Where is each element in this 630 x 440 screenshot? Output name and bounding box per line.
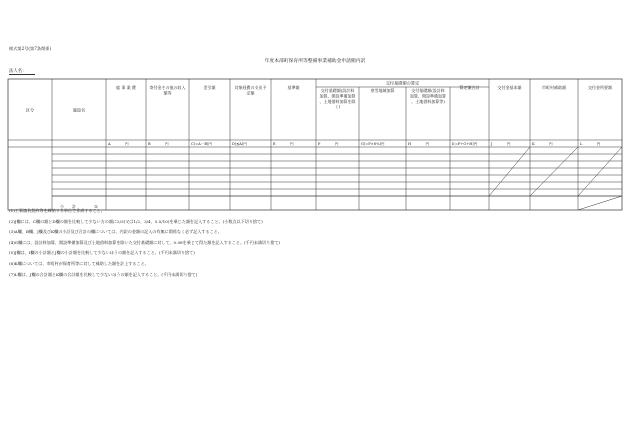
col-unit-E: E 円	[273, 141, 294, 146]
col-header-B: 寄付金その他の収入	[149, 85, 186, 90]
document-title: 年度本部町保育所等整備事業補助金申請額内訳	[264, 59, 366, 64]
col-header-F: 加算、開設準備加算	[319, 93, 356, 99]
col-header-H: 交付基礎額(設計料	[411, 88, 445, 93]
notes-list	[9, 208, 280, 282]
col-unit-B: B 円	[148, 141, 169, 146]
col-unit-I: I(=F+G+H)円	[452, 141, 478, 146]
note-item: (3)A欄、B欄、J欄及びK欄の小計及び合計の欄については、内訳の金額の記入の有無に関係なく必ず記入すること。	[9, 229, 222, 235]
applicant-name-label: 法人名：	[9, 68, 35, 75]
col-header-H: 加算、開設準備加算	[410, 93, 446, 99]
col-unit-A: A 円	[108, 141, 129, 146]
note-item: (4)G欄には、設計料加算、開設準備加算及び土地借料加算を除いた交付基礎額に対して、0.08を乗じて得た額を記入すること。(千円未満切り捨て)	[9, 239, 281, 245]
col-unit-D: D(≦A)円	[232, 141, 247, 146]
col-unit-C: C(=A－B)円	[191, 141, 212, 146]
col-header-E: 基準額	[287, 85, 300, 90]
col-header-J: 交付金基本額	[497, 85, 522, 90]
group-header: 交付基礎額の算定	[385, 80, 420, 86]
subtotal-mark: ①	[94, 204, 98, 210]
note-item: (7)L欄は、J欄の合計額とK欄の合計額を比較して少ないほうの額を記入すること。(千円未満切り捨て)	[9, 271, 198, 277]
col-header-I: 算定額合計	[459, 85, 480, 90]
col-header-G: 豪雪地域加算	[370, 88, 395, 93]
col-header-D: 対象経費の支出予	[234, 85, 267, 90]
col-header-B: 額等	[163, 90, 172, 96]
col-header-kubun: 区分	[25, 107, 35, 113]
note-item: (2)J欄には、C欄の額とD欄の額を比較して少ない方の額に2/3(又は1/2、3/4、5.5/10)を乗じた額を記入すること。(小数点以下切り捨て)	[9, 218, 263, 224]
col-header-C: 差引額	[203, 85, 216, 90]
col-header-F: 交付基礎額(設計料	[320, 88, 355, 93]
col-header-F: く)	[334, 104, 341, 110]
col-unit-G: G(=F×8%)円	[361, 141, 385, 146]
col-header-K: 市町村補助額	[542, 85, 566, 90]
note-item: (1)工事請負契約等を締結する単位で作成すること。	[9, 208, 105, 213]
col-header-H: 、土地借料加算等)	[411, 98, 445, 104]
col-unit-F: F 円	[318, 141, 339, 146]
col-header-shisetsu: 施設名	[72, 107, 86, 113]
note-item: (5)J欄は、I欄の小計額とJ欄の小計額を比較して少ないほうの額を記入すること。(千円未満切り捨て)	[9, 250, 195, 256]
col-header-D: 定額	[246, 90, 255, 96]
col-header-A: 総 事 業 費	[116, 85, 136, 90]
note-item: (6)K欄については、市町村が保育所等に対して補助した額を計上すること。	[9, 260, 149, 266]
col-unit-L: L 円	[580, 141, 601, 146]
col-unit-J: J 円	[491, 141, 511, 146]
form-number: 様式第2号(第7条関係)	[9, 46, 52, 51]
col-header-F: 、土地借料加算を除	[319, 98, 356, 104]
col-unit-H: H 円	[408, 141, 430, 146]
subtotal-label: 小 計	[60, 204, 76, 210]
col-header-L: 交付金所要額	[588, 85, 612, 90]
col-unit-K: K 円	[532, 141, 553, 146]
